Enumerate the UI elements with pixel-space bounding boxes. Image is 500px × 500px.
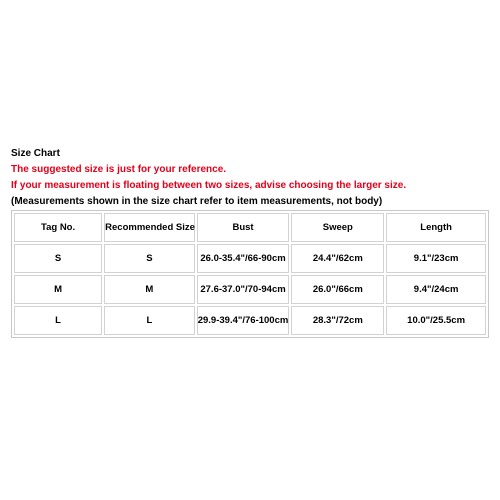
header-length: Length [386, 213, 486, 242]
cell-length: 9.1"/23cm [386, 244, 486, 273]
cell-length: 9.4"/24cm [386, 275, 486, 304]
table-header-row [14, 213, 486, 242]
size-chart-title: Size Chart [11, 148, 60, 159]
cell-sweep: 26.0"/66cm [291, 275, 384, 304]
cell-recommended-size: L [104, 306, 194, 335]
cell-bust: 26.0-35.4"/66-90cm [197, 244, 290, 273]
cell-sweep: 28.3"/72cm [291, 306, 384, 335]
cell-tag-no: M [14, 275, 102, 304]
cell-recommended-size: M [104, 275, 194, 304]
cell-bust: 29.9-39.4"/76-100cm [197, 306, 290, 335]
header-recommended-size: Recommended Size [104, 213, 194, 242]
cell-tag-no: L [14, 306, 102, 335]
cell-tag-no: S [14, 244, 102, 273]
size-chart-table [11, 210, 489, 338]
size-advice-note: If your measurement is floating between two sizes, advise choosing the larger size. [11, 180, 407, 191]
cell-recommended-size: S [104, 244, 194, 273]
cell-bust: 27.6-37.0"/70-94cm [197, 275, 290, 304]
reference-note: The suggested size is just for your reference. [11, 164, 227, 175]
table-row [14, 275, 486, 304]
measurement-note: (Measurements shown in the size chart refer to item measurements, not body) [11, 196, 383, 207]
cell-length: 10.0"/25.5cm [386, 306, 486, 335]
table-row [14, 306, 486, 335]
header-sweep: Sweep [291, 213, 384, 242]
table-row [14, 244, 486, 273]
cell-sweep: 24.4"/62cm [291, 244, 384, 273]
header-tag-no: Tag No. [14, 213, 102, 242]
header-bust: Bust [197, 213, 290, 242]
